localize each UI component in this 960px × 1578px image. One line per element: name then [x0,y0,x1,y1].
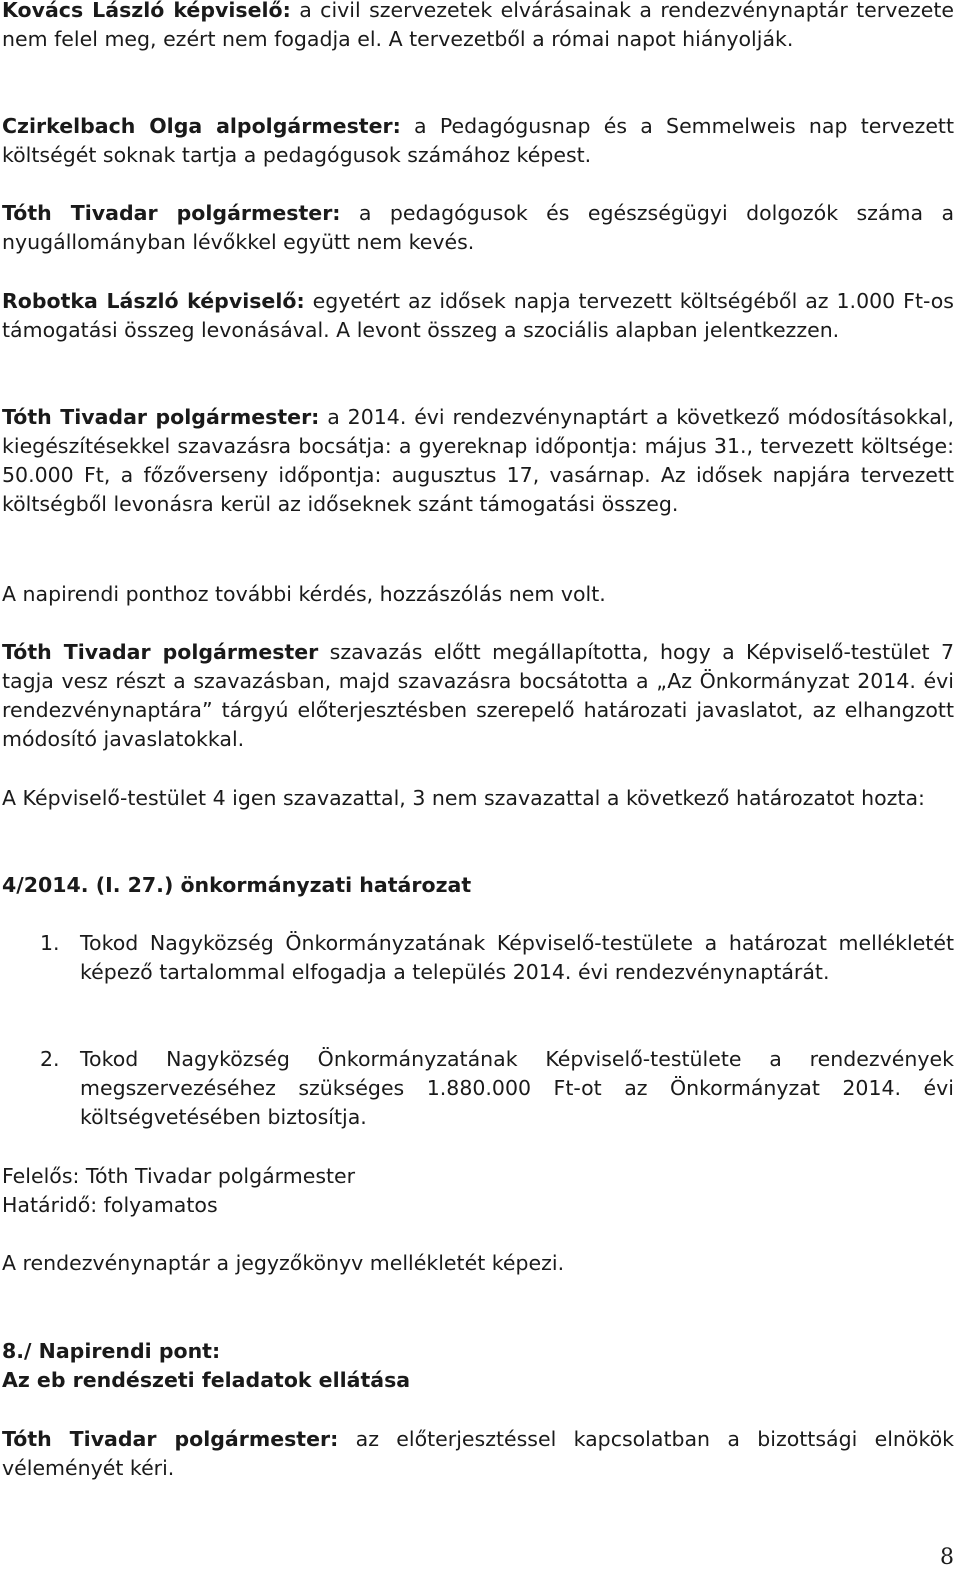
paragraph-text: a pedagógusok és egészségügyi dolgozók száma a nyugállományban lévőkkel együtt nem kevés. [2,201,955,254]
list-text: Tokod Nagyközség Önkormányzatának Képviselő-testülete a határozat mellékletét képező tartalommal elfogadja a település 2014. évi rendezvénynaptárát. [80,931,954,984]
responsible-line: Felelős: Tóth Tivadar polgármester [2,1164,356,1188]
list-number: 2. [40,1047,60,1071]
speaker-name: Tóth Tivadar polgármester [2,640,319,664]
deadline-line: Határidő: folyamatos [2,1193,218,1217]
paragraph-vote-result [2,784,954,813]
list-number: 1. [40,931,60,955]
paragraph-vote-intro [2,638,954,754]
paragraph-text: szavazás előtt megállapította, hogy a Képviselő-testület 7 tagja vesz részt a szavazásban, majd szavazásra bocsátotta a „Az Önkormányzat 2014. évi rendezvénynaptára” tárgyú előterjesztésben szerepelő határozati javaslatot, az elhangzott módosító javaslatokkal. [2,640,954,751]
agenda-title: Az eb rendészeti feladatok ellátása [2,1368,411,1392]
resolution-title: 4/2014. (I. 27.) önkormányzati határozat [2,873,472,897]
paragraph-no-questions [2,580,954,609]
speaker-name: Tóth Tivadar polgármester: [2,405,320,429]
list-text: Tokod Nagyközség Önkormányzatának Képviselő-testülete a rendezvények megszervezéséhez szükséges 1.880.000 Ft-ot az Önkormányzat 2014. évi költségvetésében biztosítja. [80,1047,954,1129]
speaker-name: Tóth Tivadar polgármester: [2,201,341,225]
paragraph-czirkelbach [2,112,954,170]
paragraph-kovacs [2,0,954,54]
paragraph-text: egyetért az idősek napja tervezett költségéből az 1.000 Ft-os támogatási összeg levonásával. A levont összeg a szociális alapban jelentkezzen. [2,289,954,342]
paragraph-robotka [2,287,954,345]
paragraph-text: a 2014. évi rendezvénynaptárt a következő módosításokkal, kiegészítésekkel szavazásra bocsátja: a gyereknap időpontja: május 31., tervezett költsége: 50.000 Ft, a főzőverseny időpontja: augusztus 17, vasárnap. Az idősek napjára tervezett költségből levonásra kerül az időseknek szánt támogatási összeg. [2,405,955,516]
paragraph-toth-3 [2,1425,954,1483]
agenda-point: 8./ Napirendi pont: [2,1339,221,1363]
speaker-name: Kovács László képviselő: [2,0,291,22]
speaker-name: Robotka László képviselő: [2,289,305,313]
paragraph-text: A Képviselő-testület 4 igen szavazattal, 3 nem szavazattal a következő határozatot hozta: [2,786,925,810]
paragraph-text: A napirendi ponthoz további kérdés, hozzászólás nem volt. [2,582,606,606]
paragraph-text: az előterjesztéssel kapcsolatban a bizottsági elnökök véleményét kéri. [2,1427,955,1480]
paragraph-toth-2 [2,403,954,519]
speaker-name: Czirkelbach Olga alpolgármester: [2,114,401,138]
paragraph-toth-1 [2,199,954,257]
paragraph-text: a civil szervezetek elvárásainak a rendezvénynaptár tervezete nem felel meg, ezért nem fogadja el. A tervezetből a római napot hiányolják. [2,0,954,51]
annex-note: A rendezvénynaptár a jegyzőkönyv mellékletét képezi. [2,1251,565,1275]
page-number: 8 [940,1545,954,1570]
paragraph-text: a Pedagógusnap és a Semmelweis nap tervezett költségét soknak tartja a pedagógusok számához képest. [2,114,955,167]
speaker-name: Tóth Tivadar polgármester: [2,1427,339,1451]
